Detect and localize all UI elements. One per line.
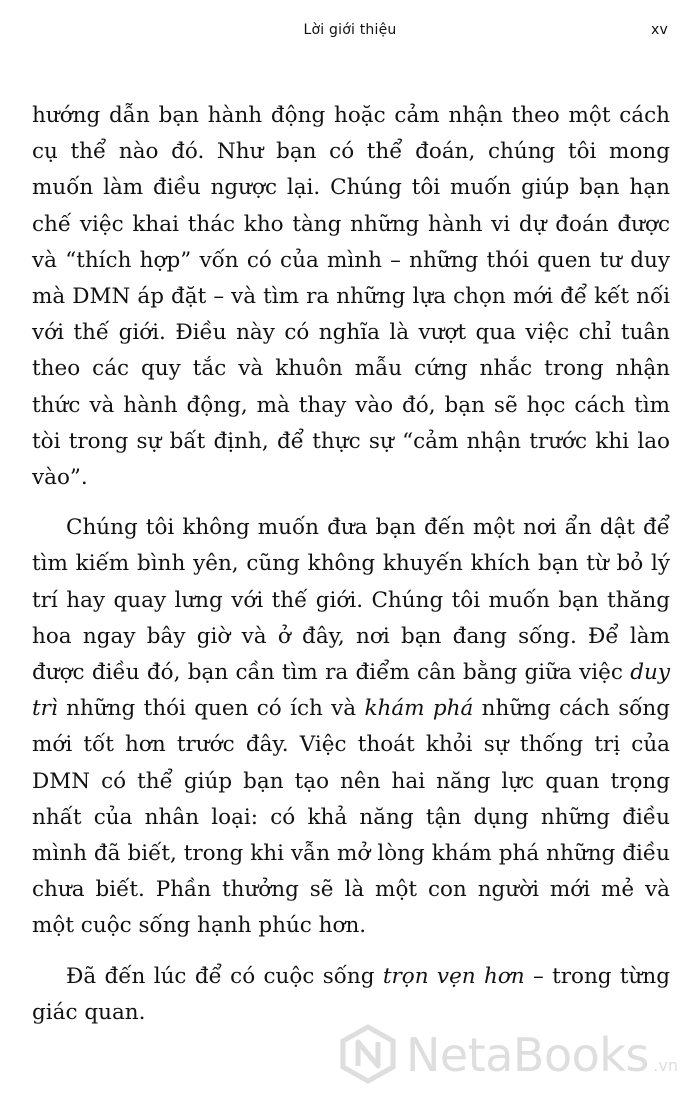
watermark-suffix: .vn [653, 1056, 678, 1075]
chapter-title: Lời giới thiệu [303, 22, 397, 38]
body-text [32, 98, 670, 1045]
text-run: những thói quen có ích và [57, 696, 365, 722]
text-run: – trong từng giác quan. [32, 963, 671, 1025]
text-run: những cách sống mới tốt hơn trước đây. Việc thoát khỏi sự thống trị của DMN có thể giúp bạn tạo nên hai năng lực quan trọng nhất của nhân loại: có khả năng tận dụng những điều mình đã biết, trong khi vẫn mở lòng khám phá những điều chưa biết. Phần thưởng sẽ là một con người mới mẻ và một cuộc sống hạnh phúc hơn. [32, 696, 670, 939]
paragraph [32, 510, 670, 944]
watermark-brand: NetaBooks [406, 1028, 649, 1082]
running-header [0, 22, 700, 46]
page-number: xv [651, 22, 668, 38]
text-run: Chúng tôi không muốn đưa bạn đến một nơi ẩn dật để tìm kiếm bình yên, cũng không khuyến khích bạn từ bỏ lý trí hay quay lưng với thế giới. Chúng tôi muốn bạn thăng hoa ngay bây giờ và ở đây, nơi bạn đang sống. Để làm được điều đó, bạn cần tìm ra điểm cân bằng giữa việc [32, 515, 670, 686]
emphasis-text: khám phá [364, 696, 474, 722]
paragraph [32, 98, 670, 496]
text-run: hướng dẫn bạn hành động hoặc cảm nhận theo một cách cụ thể nào đó. Như bạn có thể đoán, chúng tôi mong muốn làm điều ngược lại. Chúng tôi muốn giúp bạn hạn chế việc khai thác kho tàng những hành vi dự đoán được và “thích hợp” vốn có của mình – những thói quen tư duy mà DMN áp đặt – và tìm ra những lựa chọn mới để kết nối với thế giới. Điều này có nghĩa là vượt qua việc chỉ tuân theo các quy tắc và khuôn mẫu cứng nhắc trong nhận thức và hành động, mà thay vào đó, bạn sẽ học cách tìm tòi trong sự bất định, để thực sự “cảm nhận trước khi lao vào”. [32, 103, 670, 491]
emphasis-text: trọn vẹn hơn [382, 963, 525, 989]
text-run: Đã đến lúc để có cuộc sống [66, 963, 383, 989]
netabooks-logo-icon [338, 1024, 398, 1084]
watermark [338, 1012, 678, 1102]
emphasis-text: duy trì [32, 660, 670, 722]
